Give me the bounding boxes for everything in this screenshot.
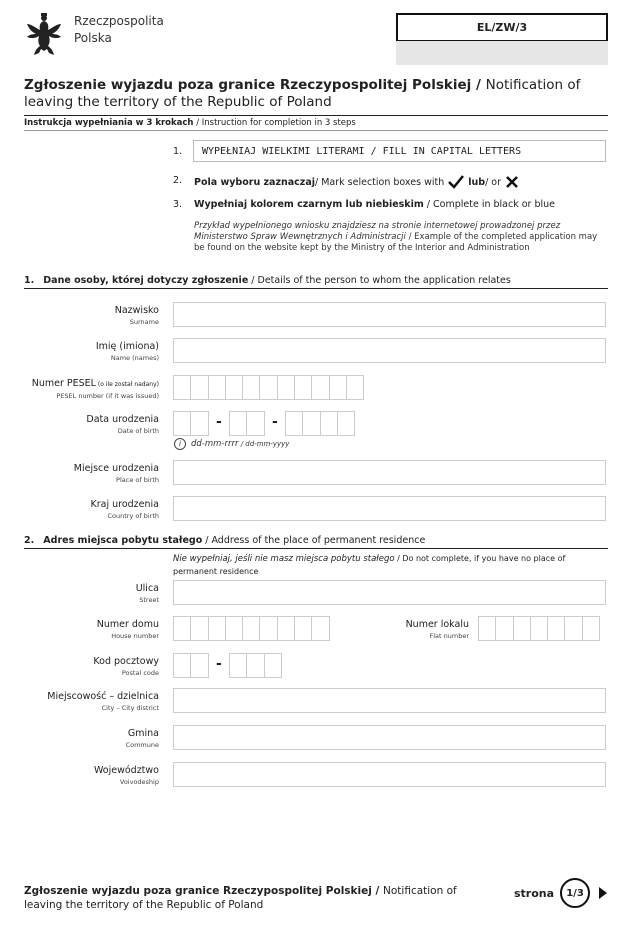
- step-3-number: 3.: [173, 199, 183, 210]
- pesel-cell[interactable]: [242, 375, 260, 400]
- dob-cell[interactable]: [337, 411, 355, 436]
- dob-hint-text: [191, 439, 289, 449]
- city-label-en: City – City district: [101, 704, 159, 712]
- pesel-label-pl: Numer PESEL: [31, 378, 96, 389]
- instructions-heading-pl: Instrukcja wypełniania w 3 krokach: [24, 118, 194, 128]
- pesel-cells[interactable]: [173, 375, 363, 400]
- house-number-label-pl: Numer domu: [96, 619, 159, 630]
- section-2-title: [24, 535, 425, 546]
- checkmark-icon: [448, 175, 464, 189]
- street-label-en: Street: [139, 596, 159, 604]
- step-3-text: [194, 199, 555, 210]
- flat-cell[interactable]: [513, 616, 531, 641]
- dob-label: [86, 414, 159, 436]
- commune-label-en: Commune: [125, 741, 159, 749]
- pesel-cell[interactable]: [277, 375, 295, 400]
- section-2-rule: [24, 548, 608, 549]
- pob-label-pl: Miejsce urodzenia: [73, 463, 159, 474]
- dob-day-cells[interactable]: [173, 411, 208, 436]
- surname-label-en: Surname: [129, 318, 159, 326]
- pesel-cell[interactable]: [311, 375, 329, 400]
- surname-label: [115, 305, 159, 327]
- office-use-box: [396, 41, 608, 65]
- street-field[interactable]: [173, 580, 606, 605]
- section-1-title-pl: Dane osoby, której dotyczy zgłoszenie: [43, 275, 249, 286]
- example-note: [194, 221, 606, 254]
- page-indicator: 1/3: [560, 878, 590, 908]
- commune-label-pl: Gmina: [127, 728, 159, 739]
- postal-code-prefix-cells[interactable]: [173, 653, 208, 678]
- footer-title-sep: /: [371, 885, 384, 897]
- country-line-1: Rzeczpospolita: [74, 14, 164, 28]
- pob-label: [74, 463, 159, 485]
- postal-cell[interactable]: [190, 653, 208, 678]
- names-field[interactable]: [173, 338, 606, 363]
- voivodeship-label: [94, 765, 159, 787]
- house-cell[interactable]: [294, 616, 312, 641]
- commune-field[interactable]: [173, 725, 606, 750]
- form-code-box: EL/ZW/3: [396, 13, 608, 42]
- step-2-number: 2.: [173, 175, 183, 186]
- postal-cell[interactable]: [264, 653, 282, 678]
- cob-label-pl: Kraj urodzenia: [90, 499, 159, 510]
- example-en: / Example of the completed application may be found on the website kept by the Ministry of the Interior and Administration: [194, 232, 598, 253]
- title-rule: [24, 115, 608, 116]
- house-cell[interactable]: [311, 616, 329, 641]
- example-pl: Przykład wypełnionego wniosku znajdziesz na stronie internetowej prowadzonej przez Ministerstwo Spraw Wewnętrznych i Administracji: [194, 221, 561, 242]
- country-line-2: Polska: [74, 31, 112, 45]
- street-label: [136, 583, 159, 605]
- pesel-cell[interactable]: [259, 375, 277, 400]
- house-number-label: [97, 619, 159, 641]
- house-cell[interactable]: [225, 616, 243, 641]
- postal-code-suffix-cells[interactable]: [229, 653, 281, 678]
- instructions-rule: [24, 130, 608, 131]
- pob-label-en: Place of birth: [116, 476, 159, 484]
- flat-cell[interactable]: [582, 616, 600, 641]
- flat-cell[interactable]: [547, 616, 565, 641]
- dob-hint-pl: dd-mm-rrrr: [191, 439, 239, 449]
- names-label-pl: Imię (imiona): [95, 341, 159, 352]
- dob-cell[interactable]: [285, 411, 303, 436]
- house-cell[interactable]: [277, 616, 295, 641]
- voivodeship-label-en: Voivodeship: [119, 778, 159, 786]
- step-2-pl: Pola wyboru zaznaczaj: [194, 176, 315, 188]
- step-2-lub: lub: [468, 176, 486, 188]
- step-2-text: [194, 175, 519, 189]
- postal-cell[interactable]: [173, 653, 191, 678]
- flat-cell[interactable]: [495, 616, 513, 641]
- section-2-number: 2.: [24, 535, 35, 546]
- dob-cell[interactable]: [173, 411, 191, 436]
- dob-cell[interactable]: [246, 411, 264, 436]
- house-number-label-en: House number: [111, 632, 159, 640]
- dob-hint-en: / dd-mm-yyyy: [238, 440, 290, 448]
- pob-field[interactable]: [173, 460, 606, 485]
- flat-cell[interactable]: [478, 616, 496, 641]
- pesel-label-pl-line: [32, 378, 159, 391]
- house-number-cells[interactable]: [173, 616, 329, 641]
- voivodeship-label-pl: Województwo: [93, 765, 159, 776]
- section-2-title-pl: Adres miejsca pobytu stałego: [43, 535, 203, 546]
- voivodeship-field[interactable]: [173, 762, 606, 787]
- names-label: [96, 341, 159, 363]
- house-cell[interactable]: [259, 616, 277, 641]
- dob-year-cells[interactable]: [285, 411, 354, 436]
- country-name: [74, 13, 164, 47]
- postal-dash: -: [216, 656, 222, 672]
- dob-cell[interactable]: [229, 411, 247, 436]
- step-2-or: / or: [485, 176, 502, 188]
- cob-field[interactable]: [173, 496, 606, 521]
- step-3-pl: Wypełniaj kolorem czarnym lub niebieskim: [194, 199, 424, 210]
- dob-format-hint: [174, 438, 289, 450]
- page-label: strona: [514, 887, 555, 900]
- next-page-arrow-icon[interactable]: [599, 887, 607, 899]
- dob-dash-1: -: [216, 414, 222, 430]
- pesel-cell[interactable]: [208, 375, 226, 400]
- pesel-label-note: (o ile został nadany): [95, 381, 159, 388]
- footer-title: [24, 884, 464, 912]
- section-2-note-en: / Do not complete, if you have no place of permanent residence: [173, 554, 566, 576]
- footer-title-en: Notification of leaving the territory of the Republic of Poland: [24, 885, 457, 911]
- dob-cell[interactable]: [190, 411, 208, 436]
- pesel-cell[interactable]: [346, 375, 364, 400]
- flat-number-cells[interactable]: [478, 616, 599, 641]
- postal-cell[interactable]: [246, 653, 264, 678]
- title-en: Notification of leaving the territory of the Republic of Poland: [24, 77, 581, 110]
- commune-label: [126, 728, 159, 750]
- section-1-title-en: / Details of the person to whom the application relates: [248, 275, 511, 286]
- pesel-cell[interactable]: [294, 375, 312, 400]
- city-field[interactable]: [173, 688, 606, 713]
- instructions-heading-en: / Instruction for completion in 3 steps: [193, 118, 356, 128]
- title-sep: /: [471, 77, 486, 93]
- title-pl: Zgłoszenie wyjazdu poza granice Rzeczypospolitej Polskiej: [24, 77, 472, 93]
- city-label: [47, 691, 159, 713]
- dob-dash-2: -: [272, 414, 278, 430]
- dob-label-en: Date of birth: [117, 427, 159, 435]
- pesel-label: [32, 378, 159, 401]
- dob-cell[interactable]: [320, 411, 338, 436]
- section-2-note: [173, 553, 593, 578]
- instructions-heading: [24, 118, 356, 128]
- dob-label-pl: Data urodzenia: [86, 414, 159, 425]
- pesel-cell[interactable]: [329, 375, 347, 400]
- postal-code-label-pl: Kod pocztowy: [93, 656, 159, 667]
- polish-eagle-icon: [26, 12, 62, 56]
- flat-number-label-en: Flat number: [429, 632, 469, 640]
- cob-label-en: Country of birth: [107, 512, 159, 520]
- flat-cell[interactable]: [530, 616, 548, 641]
- postal-code-label-en: Postal code: [121, 669, 159, 677]
- cross-mark-icon: [505, 175, 519, 189]
- pesel-cell[interactable]: [190, 375, 208, 400]
- street-label-pl: Ulica: [135, 583, 159, 594]
- surname-field[interactable]: [173, 302, 606, 327]
- surname-label-pl: Nazwisko: [114, 305, 159, 316]
- house-cell[interactable]: [190, 616, 208, 641]
- section-1-title: [24, 275, 511, 286]
- section-2-note-pl: Nie wypełniaj, jeśli nie masz miejsca pobytu stałego: [173, 554, 395, 564]
- postal-code-label: [93, 656, 159, 678]
- dob-month-cells[interactable]: [229, 411, 264, 436]
- page-title: [24, 77, 614, 111]
- flat-cell[interactable]: [564, 616, 582, 641]
- step-1-number: 1.: [173, 146, 183, 157]
- section-1-rule: [24, 288, 608, 289]
- pesel-cell[interactable]: [173, 375, 191, 400]
- step-3-en: / Complete in black or blue: [423, 199, 556, 210]
- info-icon: i: [174, 438, 186, 450]
- section-1-number: 1.: [24, 275, 35, 286]
- house-cell[interactable]: [242, 616, 260, 641]
- pesel-label-en: PESEL number (if it was issued): [56, 392, 159, 400]
- city-label-pl: Miejscowość – dzielnica: [47, 691, 159, 702]
- house-cell[interactable]: [208, 616, 226, 641]
- names-label-en: Name (names): [110, 354, 159, 362]
- flat-number-label-pl: Numer lokalu: [405, 619, 469, 630]
- step-1-capitals-box: WYPEŁNIAJ WIELKIMI LITERAMI / FILL IN CAPITAL LETTERS: [193, 140, 606, 162]
- dob-cell[interactable]: [302, 411, 320, 436]
- pesel-cell[interactable]: [225, 375, 243, 400]
- section-2-title-en: / Address of the place of permanent residence: [202, 535, 426, 546]
- flat-number-label: [406, 619, 469, 641]
- house-cell[interactable]: [173, 616, 191, 641]
- postal-cell[interactable]: [229, 653, 247, 678]
- step-2-en: / Mark selection boxes with: [315, 176, 445, 188]
- cob-label: [91, 499, 160, 521]
- footer-title-pl: Zgłoszenie wyjazdu poza granice Rzeczypospolitej Polskiej: [24, 885, 372, 897]
